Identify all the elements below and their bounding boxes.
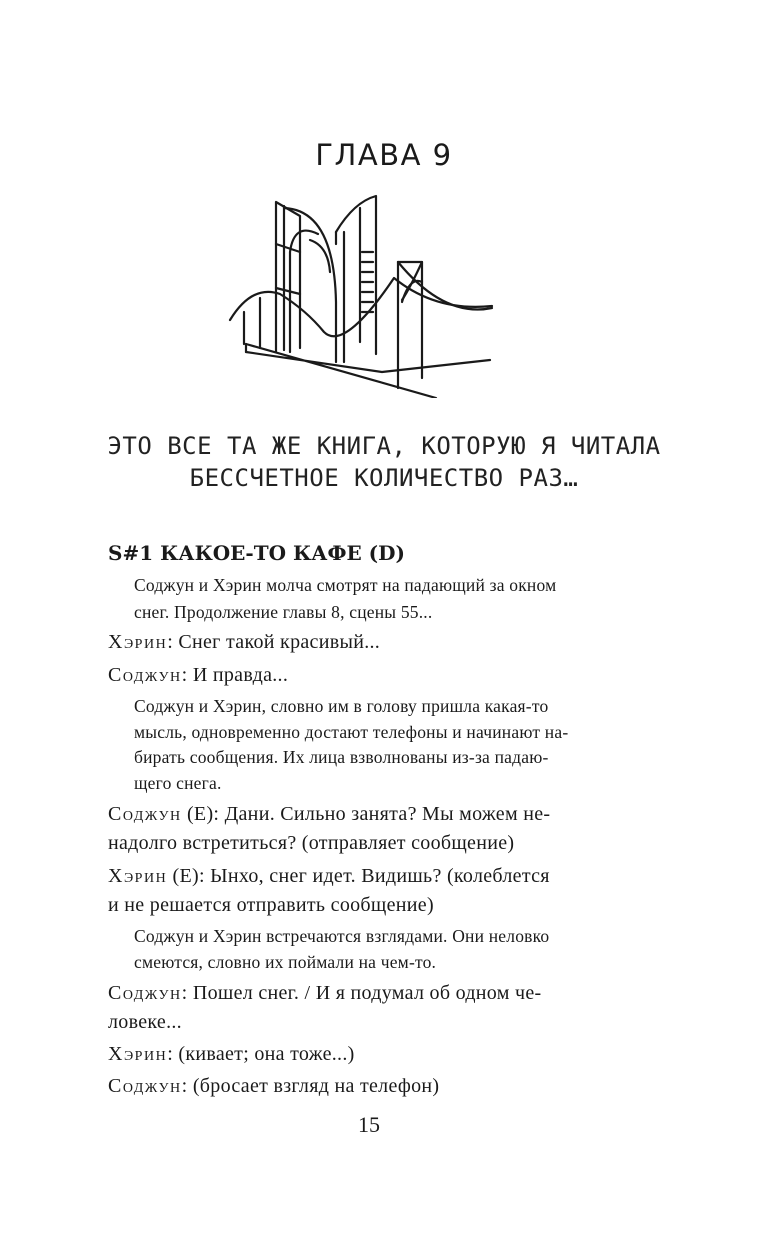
dialogue-text: : Пошел снег. / И я подумал об одном че- [181,982,542,1004]
dialogue-text: (E): Ынхо, снег идет. Видишь? (колеблется [167,865,550,887]
dialogue-text: : Снег такой красивый... [167,631,381,653]
dialogue-line [108,803,550,826]
dialogue-text: (E): Дани. Сильно занята? Мы можем не- [181,803,551,825]
city-bridge-illustration [224,192,494,403]
action-line: Соджун и Хэрин молча смотрят на падающий за окном [134,575,557,595]
speaker-name: Хэрин [108,865,168,887]
dialogue-line [108,1043,355,1066]
speaker-name: Соджун [108,1075,182,1097]
speaker-name: Соджун [108,982,182,1004]
dialogue-continuation: и не решается отправить сообщение) [108,894,434,916]
speaker-name: Хэрин [108,1043,168,1065]
dialogue-text: : И правда... [181,664,289,686]
dialogue-text: : (кивает; она тоже...) [167,1043,355,1065]
action-line: снег. Продолжение главы 8, сцены 55... [134,602,433,622]
subtitle-line-2: БЕССЧЕТНОЕ КОЛИЧЕСТВО РАЗ… [189,464,579,492]
dialogue-line [108,982,541,1005]
dialogue-line [108,631,380,654]
action-line: смеются, словно их поймали на чем-то. [134,952,437,972]
page-number: 15 [358,1112,380,1137]
dialogue-text: : (бросает взгляд на телефон) [181,1075,440,1097]
dialogue-line [108,865,550,888]
dialogue-continuation: ловеке... [108,1011,182,1033]
dialogue-line [108,1075,439,1098]
action-line: бирать сообщения. Их лица взволнованы из-за падаю- [134,747,549,767]
action-line: мысль, одновременно достают телефоны и начинают на- [134,722,569,742]
subtitle-line-1: ЭТО ВСЕ ТА ЖЕ КНИГА, КОТОРУЮ Я ЧИТАЛА [107,432,661,460]
dialogue-continuation: надолго встретиться? (отправляет сообщение) [108,832,515,854]
action-line: Соджун и Хэрин, словно им в голову пришла какая-то [134,696,549,716]
dialogue-line [108,664,288,687]
action-line: щего снега. [134,773,222,793]
action-line: Соджун и Хэрин встречаются взглядами. Они неловко [134,926,550,946]
speaker-name: Соджун [108,803,182,825]
speaker-name: Хэрин [108,631,168,653]
chapter-title: ГЛАВА 9 [315,138,453,172]
speaker-name: Соджун [108,664,182,686]
scene-heading: S#1 КАКОЕ-ТО КАФЕ (D) [108,541,405,565]
